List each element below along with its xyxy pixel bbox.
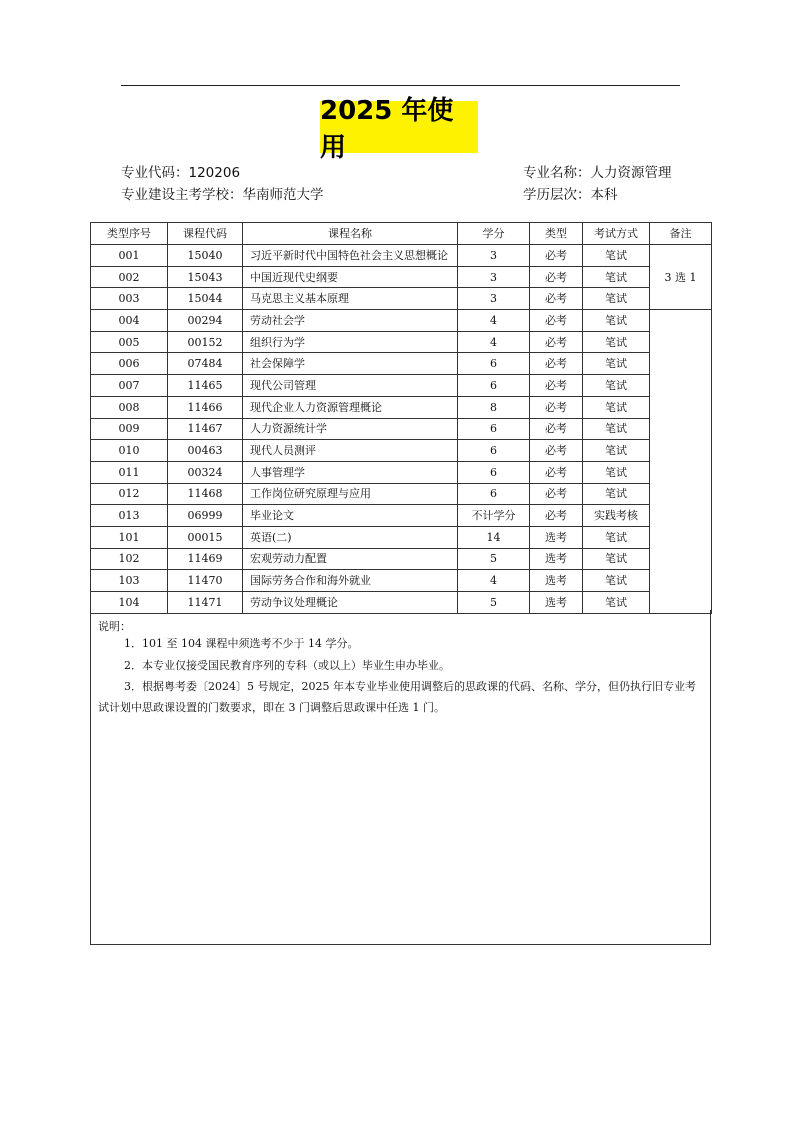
header-code: 课程代码: [168, 223, 243, 245]
course-name: 社会保障学: [243, 353, 458, 375]
course-exam: 笔试: [583, 245, 650, 267]
course-exam: 笔试: [583, 266, 650, 288]
education-level-label: 学历层次：: [523, 187, 591, 203]
header-credit: 学分: [458, 223, 530, 245]
education-level-value: 本科: [590, 187, 618, 203]
remark-empty: [650, 310, 712, 614]
course-name: 组织行为学: [243, 331, 458, 353]
remark-choose-one: 3 选 1: [650, 245, 712, 310]
course-credit: 6: [458, 483, 530, 505]
course-type: 必考: [530, 245, 583, 267]
table-row: [91, 461, 712, 483]
course-type: 必考: [530, 418, 583, 440]
host-school-value: 华南师范大学: [242, 187, 324, 203]
table-row: [91, 288, 712, 310]
course-type: 必考: [530, 375, 583, 397]
course-credit: 4: [458, 331, 530, 353]
course-seq: 006: [91, 353, 168, 375]
course-type: 必考: [530, 266, 583, 288]
course-type: 选考: [530, 592, 583, 614]
top-divider: [121, 85, 680, 86]
header-exam: 考试方式: [583, 223, 650, 245]
major-name-label: 专业名称：: [523, 165, 591, 181]
course-type: 选考: [530, 526, 583, 548]
course-seq: 005: [91, 331, 168, 353]
course-type: 必考: [530, 461, 583, 483]
course-type: 选考: [530, 548, 583, 570]
major-name-value: 人力资源管理: [590, 165, 672, 181]
course-type: 必考: [530, 353, 583, 375]
course-name: 英语(二): [243, 526, 458, 548]
course-code: 11471: [168, 592, 243, 614]
course-code: 00324: [168, 461, 243, 483]
course-seq: 103: [91, 570, 168, 592]
course-exam: 笔试: [583, 418, 650, 440]
table-row: [91, 375, 712, 397]
course-credit: 不计学分: [458, 505, 530, 527]
course-credit: 8: [458, 396, 530, 418]
course-seq: 013: [91, 505, 168, 527]
course-exam: 笔试: [583, 396, 650, 418]
table-header-row: [91, 223, 712, 245]
course-exam: 笔试: [583, 526, 650, 548]
course-code: 11469: [168, 548, 243, 570]
course-seq: 010: [91, 440, 168, 462]
course-type: 必考: [530, 288, 583, 310]
course-seq: 012: [91, 483, 168, 505]
course-exam: 笔试: [583, 483, 650, 505]
table-row: [91, 548, 712, 570]
course-seq: 004: [91, 310, 168, 332]
host-school: [121, 183, 324, 203]
notes-heading: 说明：: [98, 620, 131, 633]
note-item: 2．本专业仅接受国民教育序列的专科（或以上）毕业生申办毕业。: [124, 659, 450, 672]
page-title: 2025 年使用: [320, 101, 478, 153]
course-credit: 6: [458, 418, 530, 440]
course-credit: 3: [458, 288, 530, 310]
course-exam: 笔试: [583, 461, 650, 483]
course-seq: 007: [91, 375, 168, 397]
course-type: 必考: [530, 396, 583, 418]
course-exam: 笔试: [583, 570, 650, 592]
course-credit: 6: [458, 440, 530, 462]
course-exam: 笔试: [583, 375, 650, 397]
course-seq: 009: [91, 418, 168, 440]
course-name: 现代人员测评: [243, 440, 458, 462]
course-seq: 008: [91, 396, 168, 418]
major-code-label: 专业代码：: [121, 165, 189, 181]
course-name: 现代公司管理: [243, 375, 458, 397]
course-exam: 笔试: [583, 331, 650, 353]
course-code: 00463: [168, 440, 243, 462]
course-type: 必考: [530, 331, 583, 353]
course-code: 07484: [168, 353, 243, 375]
course-name: 现代企业人力资源管理概论: [243, 396, 458, 418]
course-seq: 102: [91, 548, 168, 570]
course-exam: 笔试: [583, 310, 650, 332]
course-seq: 011: [91, 461, 168, 483]
major-code-value: 120206: [188, 165, 241, 181]
course-name: 工作岗位研究原理与应用: [243, 483, 458, 505]
host-school-label: 专业建设主考学校：: [121, 187, 243, 203]
note-item: 3．根据粤考委〔2024〕5 号规定，2025 年本专业毕业使用调整后的思政课的代码、名称、学分，但仍执行旧专业考试计划中思政课设置的门数要求，即在 3 门调整后思政课中任选 1 门。: [98, 680, 696, 714]
course-credit: 4: [458, 570, 530, 592]
course-code: 00015: [168, 526, 243, 548]
table-row: [91, 353, 712, 375]
course-name: 劳动争议处理概论: [243, 592, 458, 614]
course-seq: 104: [91, 592, 168, 614]
header-type: 类型: [530, 223, 583, 245]
course-credit: 14: [458, 526, 530, 548]
course-exam: 笔试: [583, 440, 650, 462]
course-code: 11466: [168, 396, 243, 418]
course-code: 00152: [168, 331, 243, 353]
table-row: [91, 310, 712, 332]
header-name: 课程名称: [243, 223, 458, 245]
education-level: [523, 183, 618, 203]
course-name: 人力资源统计学: [243, 418, 458, 440]
table-row: [91, 418, 712, 440]
course-name: 习近平新时代中国特色社会主义思想概论: [243, 245, 458, 267]
course-name: 马克思主义基本原理: [243, 288, 458, 310]
course-credit: 5: [458, 592, 530, 614]
course-code: 00294: [168, 310, 243, 332]
major-code: [121, 161, 240, 181]
course-credit: 6: [458, 353, 530, 375]
table-row: [91, 505, 712, 527]
course-credit: 3: [458, 266, 530, 288]
course-name: 国际劳务合作和海外就业: [243, 570, 458, 592]
table-row: [91, 245, 712, 267]
table-row: [91, 396, 712, 418]
course-seq: 002: [91, 266, 168, 288]
course-seq: 001: [91, 245, 168, 267]
table-row: [91, 440, 712, 462]
course-name: 毕业论文: [243, 505, 458, 527]
course-code: 11467: [168, 418, 243, 440]
table-row: [91, 570, 712, 592]
course-code: 06999: [168, 505, 243, 527]
course-name: 宏观劳动力配置: [243, 548, 458, 570]
course-type: 必考: [530, 483, 583, 505]
course-code: 11468: [168, 483, 243, 505]
course-code: 11465: [168, 375, 243, 397]
course-exam: 实践考核: [583, 505, 650, 527]
course-name: 中国近现代史纲要: [243, 266, 458, 288]
course-name: 人事管理学: [243, 461, 458, 483]
course-credit: 3: [458, 245, 530, 267]
notes-section: [90, 610, 711, 945]
course-credit: 6: [458, 461, 530, 483]
course-seq: 003: [91, 288, 168, 310]
course-code: 11470: [168, 570, 243, 592]
course-seq: 101: [91, 526, 168, 548]
course-code: 15044: [168, 288, 243, 310]
course-credit: 6: [458, 375, 530, 397]
course-type: 必考: [530, 505, 583, 527]
course-credit: 5: [458, 548, 530, 570]
table-row: [91, 526, 712, 548]
course-exam: 笔试: [583, 592, 650, 614]
course-type: 选考: [530, 570, 583, 592]
header-remark: 备注: [650, 223, 712, 245]
course-type: 必考: [530, 310, 583, 332]
major-name: [523, 161, 672, 181]
course-type: 必考: [530, 440, 583, 462]
table-row: [91, 266, 712, 288]
course-exam: 笔试: [583, 548, 650, 570]
course-table: [90, 222, 712, 614]
course-exam: 笔试: [583, 288, 650, 310]
course-credit: 4: [458, 310, 530, 332]
table-row: [91, 331, 712, 353]
course-code: 15043: [168, 266, 243, 288]
note-item: 1．101 至 104 课程中须选考不少于 14 学分。: [124, 637, 359, 650]
course-exam: 笔试: [583, 353, 650, 375]
table-row: [91, 483, 712, 505]
course-name: 劳动社会学: [243, 310, 458, 332]
header-seq: 类型序号: [91, 223, 168, 245]
course-code: 15040: [168, 245, 243, 267]
